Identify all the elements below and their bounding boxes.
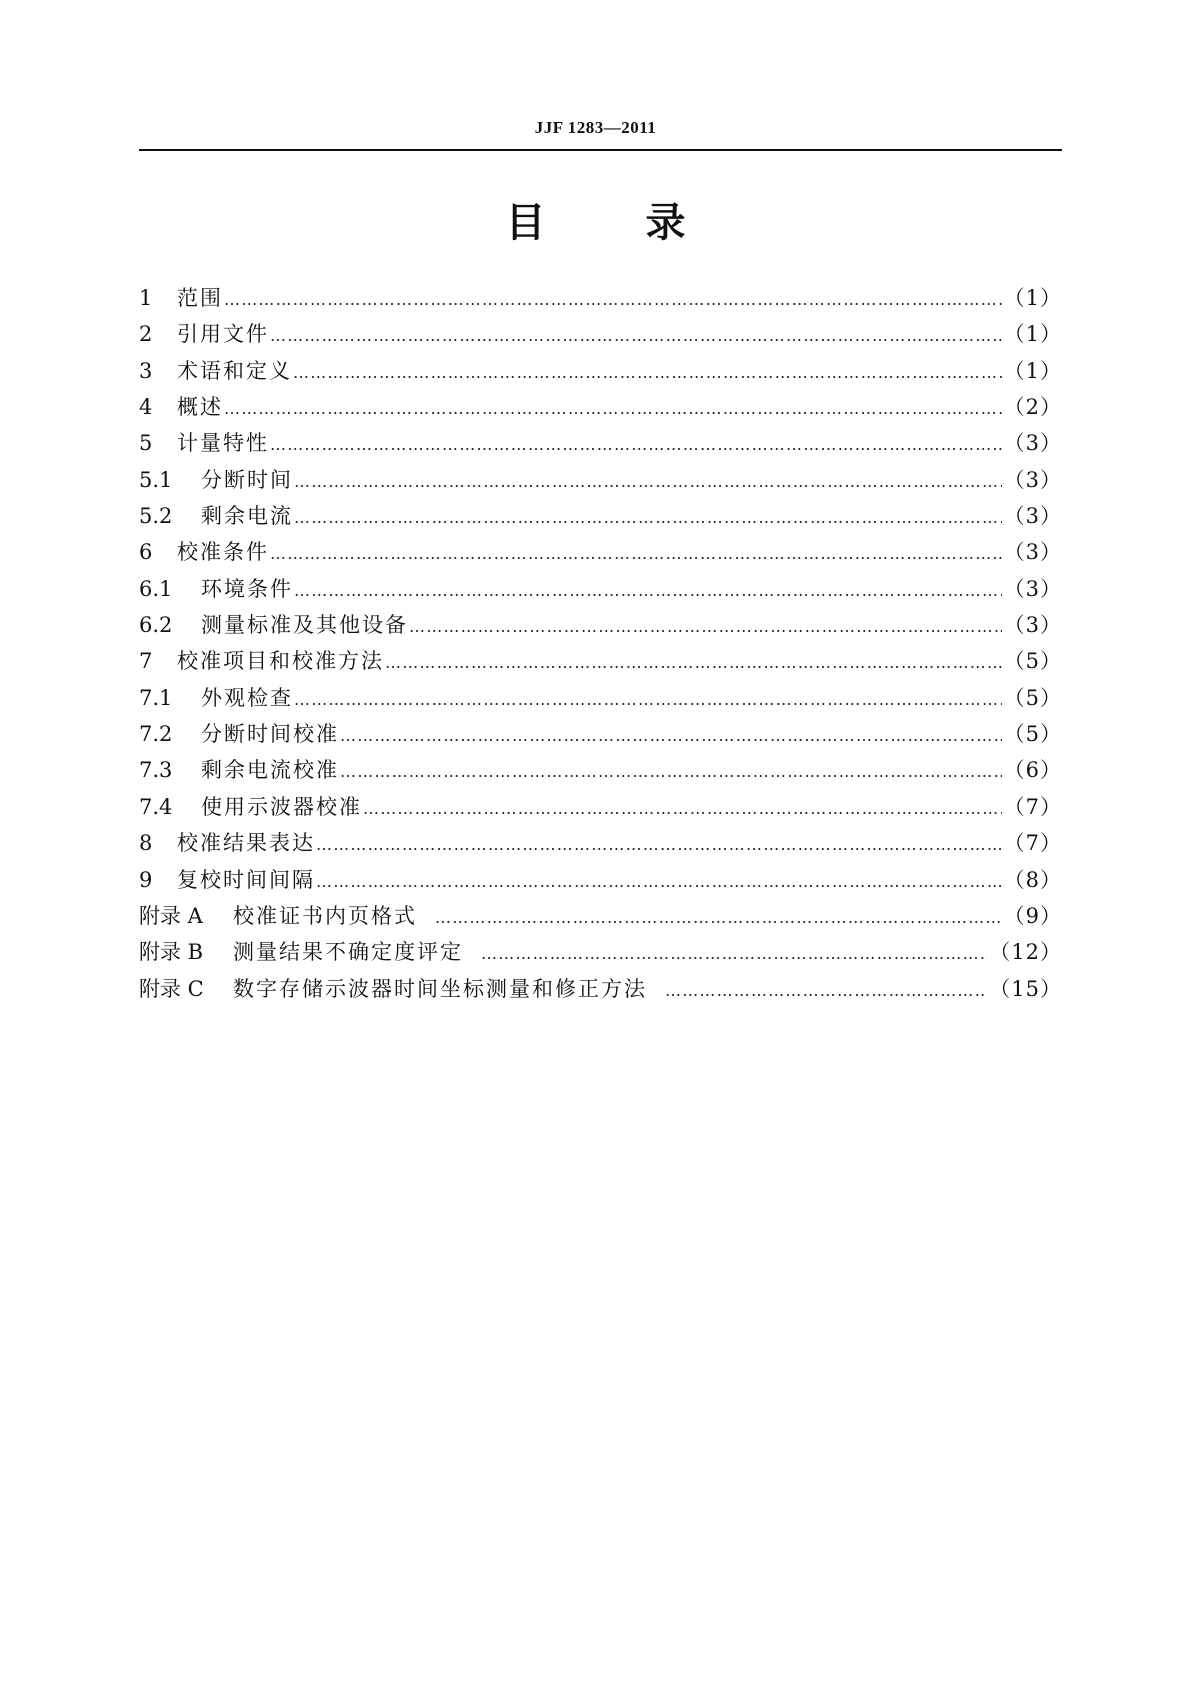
toc-entry-number: 6	[139, 540, 153, 565]
toc-entry-title: 环境条件	[201, 576, 293, 601]
toc-dot-leader	[481, 936, 987, 972]
toc-entry-number: 6.2	[139, 613, 173, 638]
toc-entry-number: 5.2	[139, 504, 173, 529]
toc-entry[interactable]	[139, 825, 1062, 861]
toc-entry-number: 2	[139, 322, 153, 347]
toc-entry[interactable]	[139, 643, 1062, 679]
toc-dot-leader	[294, 464, 1002, 500]
toc-entry[interactable]	[139, 680, 1062, 716]
toc-entry-title: 分断时间校准	[201, 722, 339, 747]
toc-entry-number: 4	[139, 395, 153, 420]
toc-entry-number: 5.1	[139, 467, 173, 492]
toc-entry-title: 校准结果表达	[177, 831, 315, 856]
toc-dot-leader	[224, 282, 1002, 318]
toc-entry-title: 使用示波器校准	[201, 794, 362, 819]
toc-entry[interactable]	[139, 280, 1062, 316]
toc-list	[139, 280, 1062, 1007]
toc-entry-title: 校准条件	[177, 540, 269, 565]
toc-entry-page: （3）	[1003, 540, 1062, 565]
toc-entry-page: （1）	[1003, 358, 1062, 383]
toc-entry-title: 概述	[177, 395, 223, 420]
toc-entry[interactable]	[139, 607, 1062, 643]
toc-dot-leader	[270, 536, 1002, 572]
toc-entry-title: 剩余电流	[201, 504, 293, 529]
toc-entry-title: 校准项目和校准方法	[177, 649, 384, 674]
toc-entry-title: 复校时间间隔	[177, 867, 315, 892]
toc-dot-leader	[340, 718, 1002, 754]
toc-entry-number: 7	[139, 649, 153, 674]
toc-dot-leader	[294, 573, 1002, 609]
toc-entry-page: （3）	[1003, 504, 1062, 529]
toc-entry-number: 6.1	[139, 576, 173, 601]
toc-entry-page: （6）	[1003, 758, 1062, 783]
toc-dot-leader	[435, 900, 1002, 936]
toc-entry-title: 剩余电流校准	[201, 758, 339, 783]
toc-entry[interactable]	[139, 316, 1062, 352]
toc-entry-title: 测量结果不确定度评定	[233, 940, 463, 965]
toc-entry-page: （8）	[1003, 867, 1062, 892]
toc-entry-title: 校准证书内页格式	[233, 903, 417, 928]
toc-entry[interactable]	[139, 789, 1062, 825]
toc-entry-number: 8	[139, 831, 153, 856]
toc-dot-leader	[293, 355, 1002, 391]
toc-entry-title: 数字存储示波器时间坐标测量和修正方法	[233, 976, 647, 1001]
toc-entry-number: 附录 B	[139, 940, 204, 965]
toc-entry-number: 3	[139, 358, 153, 383]
toc-entry[interactable]	[139, 716, 1062, 752]
toc-entry-number: 9	[139, 867, 153, 892]
standard-code: JJF 1283—2011	[534, 118, 657, 137]
toc-entry[interactable]	[139, 862, 1062, 898]
toc-dot-leader	[294, 500, 1002, 536]
toc-entry[interactable]	[139, 571, 1062, 607]
toc-entry[interactable]	[139, 898, 1062, 934]
toc-entry-page: （3）	[1003, 431, 1062, 456]
toc-title-left: 目	[505, 200, 546, 246]
toc-entry-page: （1）	[1003, 322, 1062, 347]
toc-dot-leader	[294, 682, 1002, 718]
toc-entry-page: （12）	[989, 940, 1062, 965]
toc-entry-page: （5）	[1003, 649, 1062, 674]
toc-dot-leader	[316, 827, 1002, 863]
toc-dot-leader	[340, 754, 1002, 790]
toc-dot-leader	[270, 427, 1002, 463]
toc-dot-leader	[385, 645, 1002, 681]
toc-entry-number: 附录 A	[139, 903, 203, 928]
header-rule	[139, 149, 1062, 151]
toc-entry-title: 范围	[177, 286, 223, 310]
toc-entry-page: （7）	[1003, 831, 1062, 856]
toc-title-right: 录	[645, 200, 686, 246]
toc-entry-number: 7.2	[139, 722, 173, 747]
toc-entry[interactable]	[139, 752, 1062, 788]
toc-dot-leader	[665, 973, 987, 1009]
toc-entry-title: 测量标准及其他设备	[201, 613, 408, 638]
toc-entry-page: （2）	[1003, 395, 1062, 420]
toc-entry-title: 外观检查	[201, 685, 293, 710]
toc-entry-page: （9）	[1003, 903, 1062, 928]
toc-entry[interactable]	[139, 971, 1062, 1007]
toc-entry[interactable]	[139, 934, 1062, 970]
toc-entry[interactable]	[139, 353, 1062, 389]
toc-entry[interactable]	[139, 498, 1062, 534]
toc-entry-number: 7.1	[139, 685, 173, 710]
toc-entry-number: 7.4	[139, 794, 173, 819]
toc-entry[interactable]	[139, 534, 1062, 570]
toc-entry-title: 分断时间	[201, 467, 293, 492]
toc-entry-number: 5	[139, 431, 153, 456]
toc-entry-page: （3）	[1003, 613, 1062, 638]
toc-dot-leader	[363, 791, 1002, 827]
toc-entry-page: （5）	[1003, 722, 1062, 747]
toc-entry-number: 1	[139, 286, 153, 310]
toc-entry-page: （15）	[989, 976, 1062, 1001]
toc-entry-page: （1）	[1003, 286, 1062, 310]
toc-entry-title: 计量特性	[177, 431, 269, 456]
toc-dot-leader	[224, 391, 1002, 427]
toc-entry-title: 术语和定义	[177, 358, 292, 383]
toc-entry[interactable]	[139, 389, 1062, 425]
toc-entry[interactable]	[139, 462, 1062, 498]
toc-entry-page: （3）	[1003, 576, 1062, 601]
toc-entry-page: （7）	[1003, 794, 1062, 819]
toc-entry[interactable]	[139, 425, 1062, 461]
toc-entry-number: 7.3	[139, 758, 173, 783]
toc-dot-leader	[316, 864, 1002, 900]
toc-entry-number: 附录 C	[139, 976, 204, 1001]
toc-dot-leader	[409, 609, 1002, 645]
toc-entry-page: （3）	[1003, 467, 1062, 492]
toc-entry-page: （5）	[1003, 685, 1062, 710]
toc-entry-title: 引用文件	[177, 322, 269, 347]
toc-title	[0, 198, 1191, 248]
toc-dot-leader	[270, 318, 1002, 354]
